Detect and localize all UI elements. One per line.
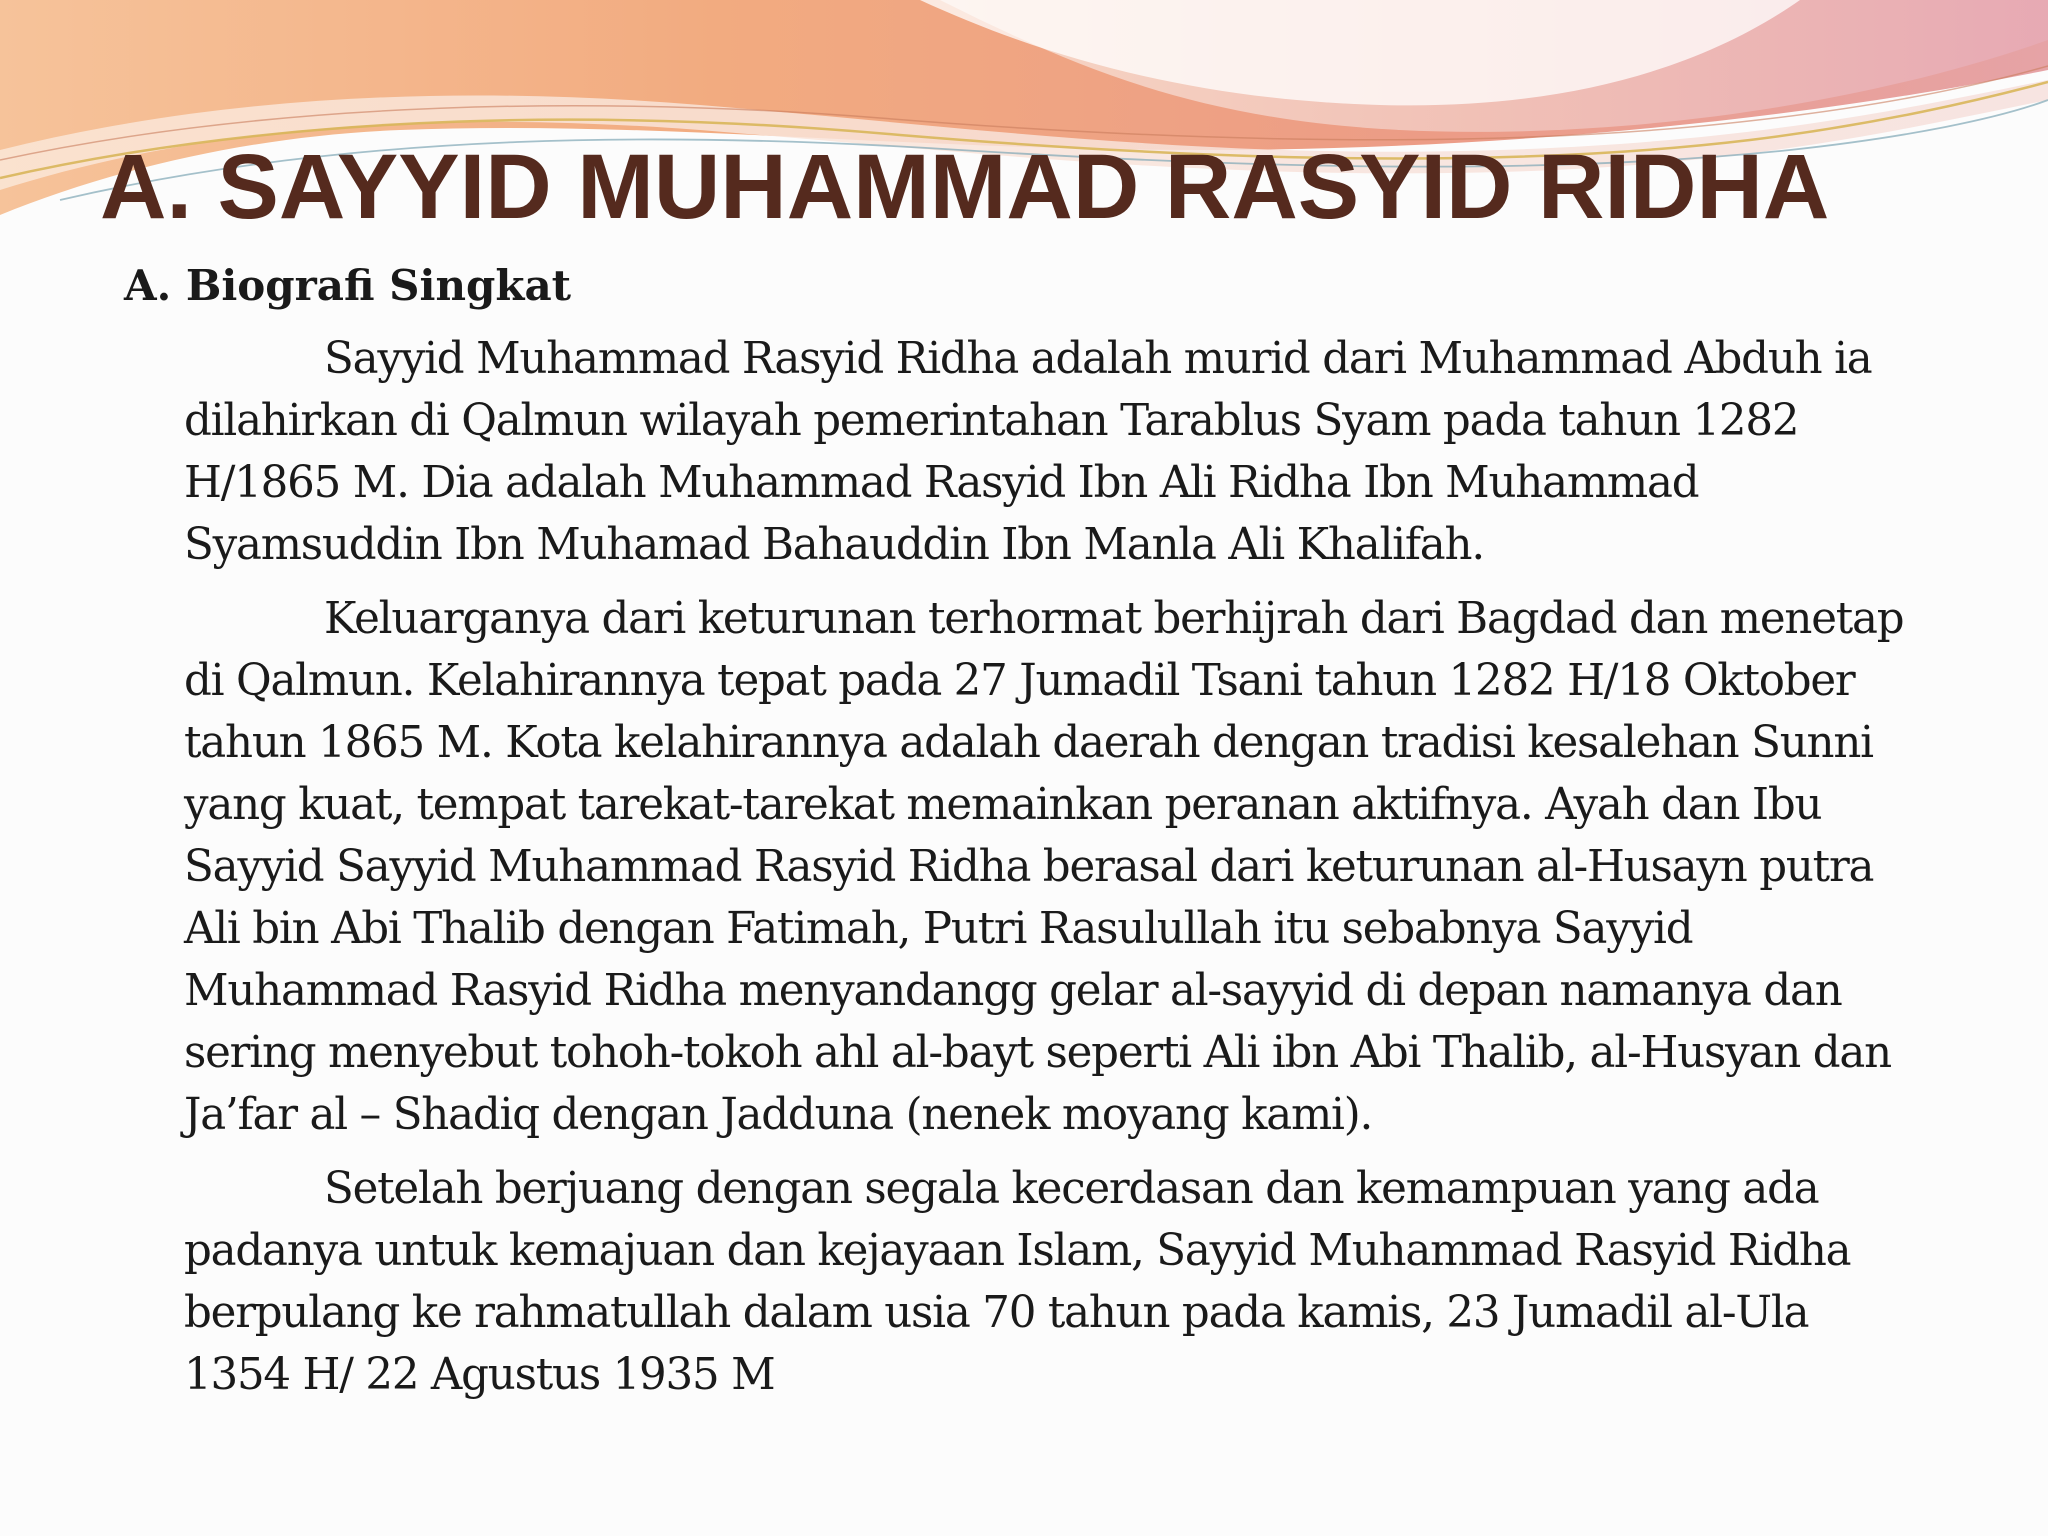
paragraph-3: Setelah berjuang dengan segala kecerdasan dan kemampuan yang ada padanya untuk kemajuan dan kejayaan Islam, Sayyid Muhammad Rasyid Ridha berpulang ke rahmatullah dalam usia 70 tahun pada kamis, 23 Jumadil al-Ula 1354 H/ 22 Agustus 1935 M: [184, 1164, 1851, 1400]
slide-title: A. SAYYID MUHAMMAD RASYID RIDHA: [100, 136, 1830, 238]
section-subheading: A. Biografi Singkat: [124, 261, 572, 310]
paragraph-1: Sayyid Muhammad Rasyid Ridha adalah murid dari Muhammad Abduh ia dilahirkan di Qalmun wilayah pemerintahan Tarablus Syam pada tahun 1282 H/1865 M. Dia adalah Muhammad Rasyid Ibn Ali Ridha Ibn Muhammad Syamsuddin Ibn Muhamad Bahauddin Ibn Manla Ali Khalifah.: [184, 334, 1872, 570]
paragraph-2: Keluarganya dari keturunan terhormat berhijrah dari Bagdad dan menetap di Qalmun. Kelahirannya tepat pada 27 Jumadil Tsani tahun 1282 H/18 Oktober tahun 1865 M. Kota kelahirannya adalah daerah dengan tradisi kesalehan Sunni yang kuat, tempat tarekat-tarekat memainkan peranan aktifnya. Ayah dan Ibu Sayyid Sayyid Muhammad Rasyid Ridha berasal dari keturunan al-Husayn putra Ali bin Abi Thalib dengan Fatimah, Putri Rasulullah itu sebabnya Sayyid Muhammad Rasyid Ridha menyandangg gelar al-sayyid di depan namanya dan sering menyebut tohoh-tokoh ahl al-bayt seperti Ali ibn Abi Thalib, al-Husyan dan Ja’far al – Shadiq dengan Jadduna (nenek moyang kami).: [184, 594, 1904, 1140]
biography-body: [184, 328, 1924, 1406]
